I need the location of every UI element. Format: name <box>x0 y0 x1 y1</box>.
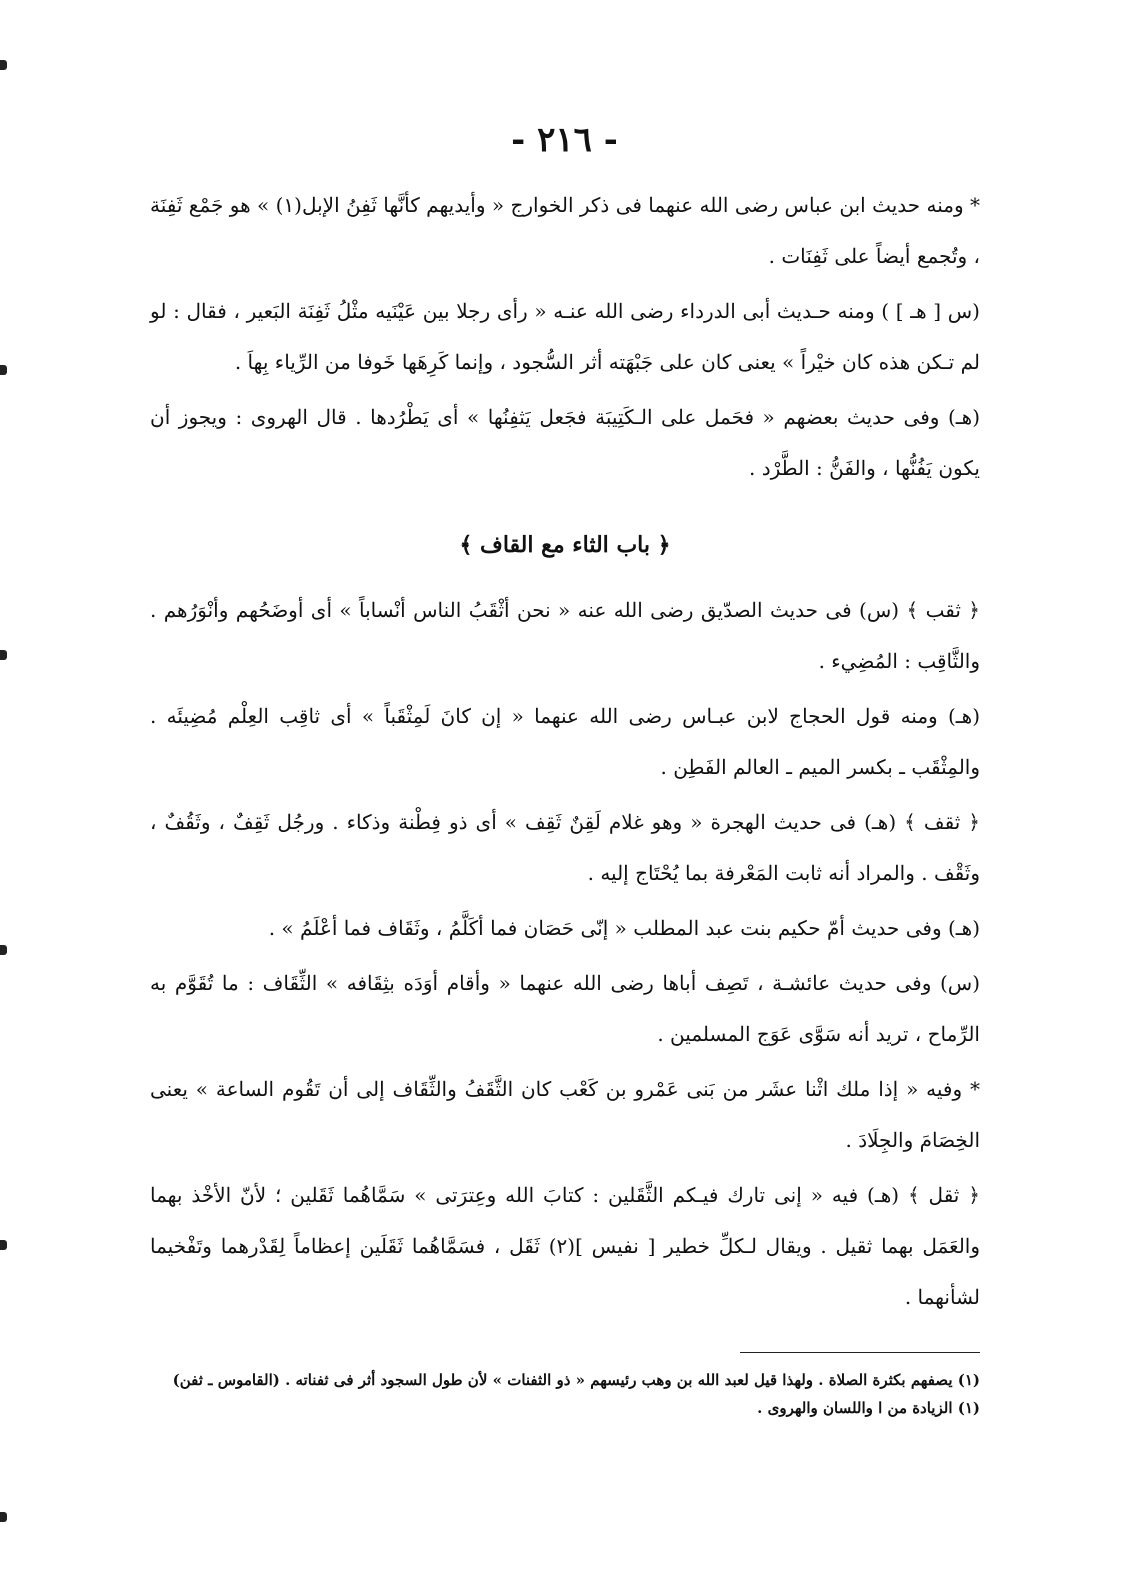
paragraph: ﴿ ثقف ﴾ (هـ) فى حديث الهجرة « وهو غلام لَقِنٌ ثَقِف » أى ذو فِطْنة وذكاء . ورجُل ثَقِفٌ ، وثَقُفٌ ، وثَقْف . والمراد أنه ثابت المَعْرفة بما يُحْتَاج إليه . <box>150 810 980 885</box>
binding-mark <box>0 650 7 660</box>
paragraph: * ومنه حديث ابن عباس رضى الله عنهما فى ذكر الخوارج « وأيديهم كأنَّها ثَفِنُ الإبل(١) » هو جَمْع ثَفِنَة ، وتُجمع أيضاً على ثَفِنَات . <box>150 193 981 268</box>
footnote-divider <box>740 1352 980 1353</box>
paragraph: (هـ) وفى حديث بعضهم « فحَمل على الـكَتِيبَة فجَعل يَثفِنُها » أى يَطْرُدها . قال الهروى : ويجوز أن يكون يَفُنُّها ، والفَنُّ : الطَّرْد . <box>150 405 980 480</box>
paragraph: ﴿ ثقب ﴾ (س) فى حديث الصدّيق رضى الله عنه « نحن أثْقَبُ الناس أنْساباً » أى أوضَحُهم وأنْوَرُهم . والثَّاقِب : المُضِيء . <box>150 598 980 673</box>
binding-mark <box>0 365 7 375</box>
footnote: (١) يصفهم بكثرة الصلاة . ولهذا قيل لعبد الله بن وهب رئيسهم « ذو الثفنات » لأن طول السجود أثر فى ثفناته . (القاموس ـ ثفن) <box>172 1371 980 1389</box>
footnote: (١) الزيادة من ا واللسان والهروى . <box>757 1399 980 1417</box>
binding-mark <box>0 1240 7 1250</box>
binding-mark <box>0 60 7 70</box>
section-heading: ﴿ باب الثاء مع القاف ﴾ <box>459 532 671 558</box>
paragraph: (هـ) وفى حديث أمّ حكيم بنت عبد المطلب « إنّى حَصَان فما أكَلَّمُ ، وثَقَاف فما أعْلَمُ » . <box>268 916 980 940</box>
main-text <box>150 180 980 1327</box>
footnotes <box>130 1366 980 1422</box>
paragraph: (س) وفى حديث عائشـة ، تَصِف أباها رضى الله عنهما « وأقام أوَدَه بثِقَافه » الثِّقَاف : ما تُقَوَّم به الرِّماح ، تريد أنه سَوَّى عَوَج المسلمين . <box>150 971 980 1046</box>
paragraph: (هـ) ومنه قول الحجاج لابن عبـاس رضى الله عنهما « إن كانَ لَمِثْقَباً » أى ثاقِب العِلْم مُضِيئَه . والمِثْقَب ـ بكسر الميم ـ العالم الفَطِن . <box>150 704 980 779</box>
paragraph: * وفيه « إذا ملك اثْنا عشَر من بَنى عَمْرو بن كَعْب كان الثَّقَفُ والثِّقَاف إلى أن تَقُوم الساعة » يعنى الخِصَامَ والجِلَادَ . <box>150 1077 980 1152</box>
paragraph: (س [ هـ ] ) ومنه حـديث أبى الدرداء رضى الله عنـه « رأى رجلا بين عَيْنَيه مثْلُ ثَفِنَة البَعير ، فقال : لو لم تـكن هذه كان خيْراً » يعنى كان على جَبْهَته أثر السُّجود ، وإنما كَرِهَها خَوفا من الرِّياء بِهاَ . <box>150 299 980 374</box>
paragraph: ﴿ ثقل ﴾ (هـ) فيه « إنى تارك فيـكم الثَّقَلين : كتابَ الله وعِترَتى » سَمَّاهُما ثَقَلين ؛ لأنّ الأخْذ بهما والعَمَل بهما ثقيل . ويقال لـكلِّ خطير [ نفيس ](٢) ثَقَل ، فسَمَّاهُما ثَقَلَين إعظاماً لِقَدْرهما وتَفْخيما لشأنهما . <box>150 1183 980 1309</box>
binding-mark <box>0 1512 7 1522</box>
binding-mark <box>0 945 7 955</box>
page-number: - ٢١٦ - <box>511 120 618 160</box>
